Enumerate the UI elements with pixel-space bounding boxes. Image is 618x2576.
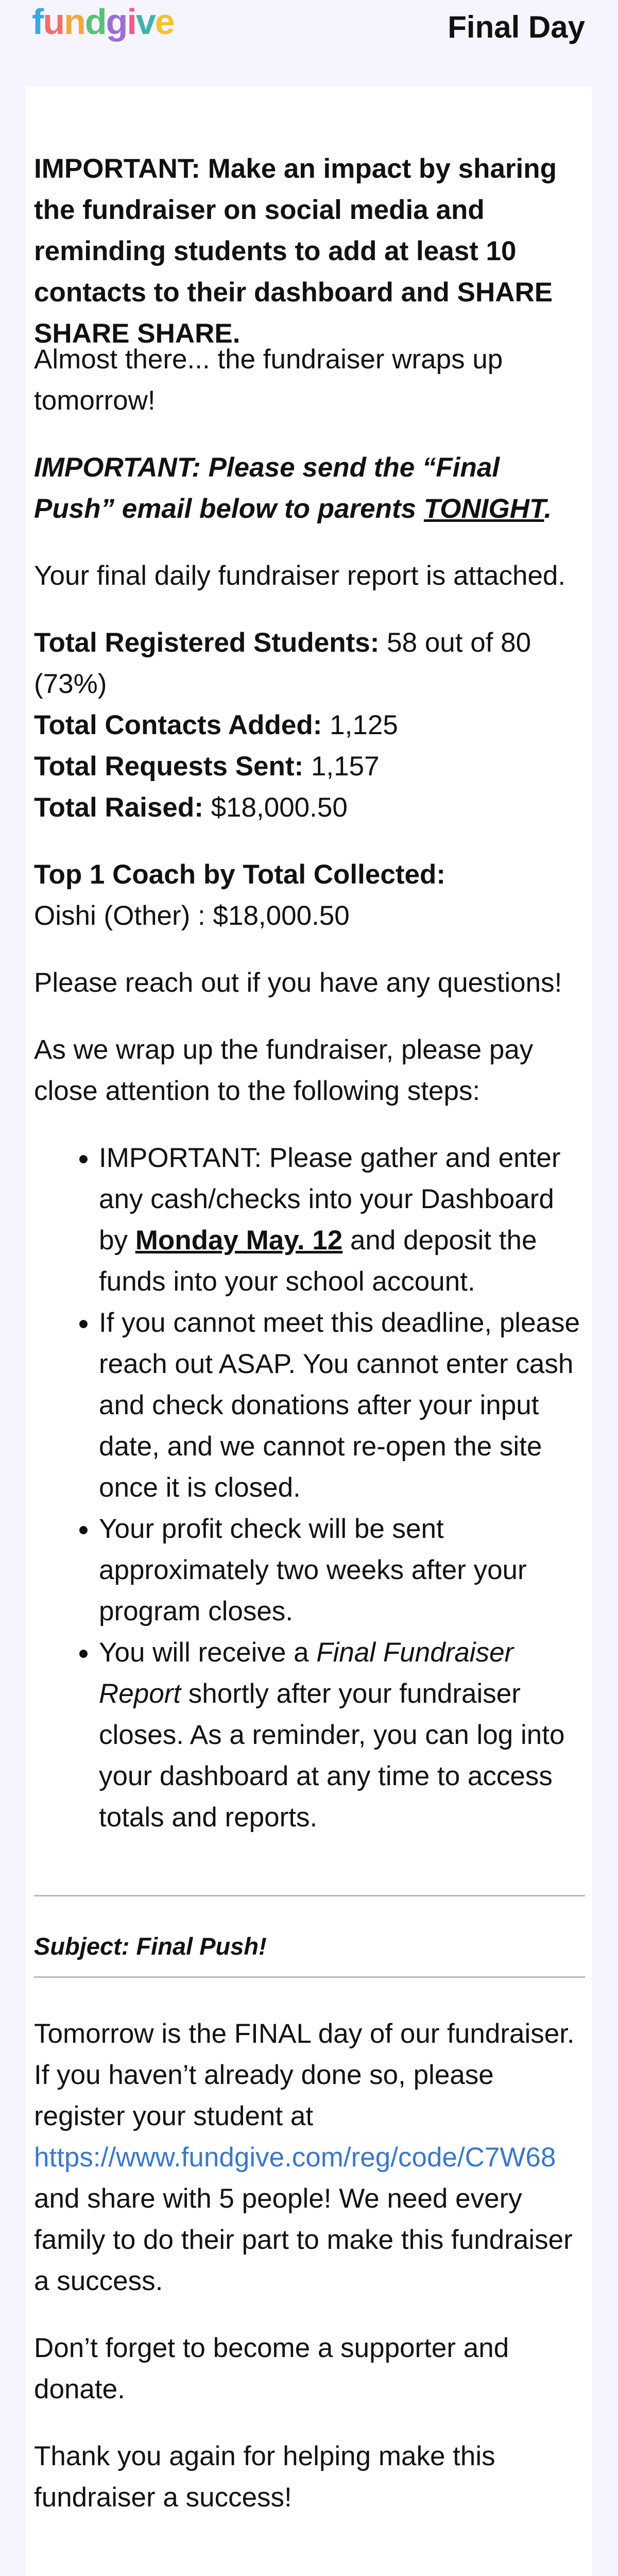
almost-there-text: Almost there... the fundraiser wraps up tomorrow! [34, 344, 503, 416]
stat-label: Total Contacts Added: [34, 710, 322, 740]
deadline-date: Monday May. 12 [135, 1225, 343, 1256]
logo-letter: i [127, 2, 136, 42]
list-item: • Your profit check will be sent approximately two weeks after your program closes. [99, 1509, 585, 1632]
step4-prefix: You will receive a [99, 1637, 317, 1668]
step1-prefix: IMPORTANT: Please gather and enter any cash/checks into your Dashboard by [99, 1143, 561, 1256]
email-body-card [26, 87, 592, 2576]
stat-value: 1,157 [311, 751, 380, 782]
logo-letter: v [135, 2, 155, 42]
top-coach-section [34, 854, 585, 937]
stat-value: 58 out of 80 (73%) [34, 628, 531, 699]
thank-you-text: Thank you again for helping make this fundraiser a success! [34, 2441, 495, 2513]
send-suffix: . [544, 494, 552, 524]
push-suffix: and share with 5 people! We need every family to do their part to make this fundraiser a success. [34, 2183, 573, 2296]
logo-letter: n [64, 2, 85, 42]
logo-letter: u [43, 2, 64, 42]
list-item [99, 1138, 585, 1302]
step1-suffix: and deposit the funds into your school account. [99, 1225, 537, 1297]
send-final-push-instruction [34, 447, 585, 530]
stat-label: Total Raised: [34, 792, 203, 823]
push-prefix: Tomorrow is the FINAL day of our fundraiser. If you haven’t already done so, please register your student at [34, 2019, 575, 2131]
stat-row [34, 622, 585, 705]
stat-label: Total Registered Students: [34, 628, 380, 658]
final-push-subject: Subject: Final Push! [34, 1933, 267, 1960]
wrap-up-intro: As we wrap up the fundraiser, please pay close attention to the following steps: [34, 1035, 534, 1106]
logo-letter: g [106, 2, 127, 42]
stat-label: Total Requests Sent: [34, 751, 304, 782]
stat-row [34, 746, 585, 787]
list-item: • If you cannot meet this deadline, please reach out ASAP. You cannot enter cash and check donations after your input date, and we cannot re-open the site once it is closed. [99, 1302, 585, 1509]
logo-letter: d [84, 2, 106, 42]
important-intro: IMPORTANT: Make an impact by sharing the fundraiser on social media and reminding students to add at least 10 contacts to their dashboard and SHARE SHARE SHARE. [34, 154, 557, 349]
fundraiser-stats [34, 622, 585, 828]
wrap-up-steps-list [34, 1138, 585, 1838]
stat-value: 1,125 [330, 710, 398, 740]
divider [34, 1976, 585, 1978]
stat-row [34, 787, 585, 828]
final-push-body [34, 2013, 585, 2302]
top-coach-heading: Top 1 Coach by Total Collected: [34, 859, 445, 890]
send-prefix: IMPORTANT: Please send the “Final Push” email below to parents [34, 452, 500, 524]
stat-row [34, 705, 585, 746]
registration-link[interactable]: https://www.fundgive.com/reg/code/C7W68 [34, 2142, 556, 2173]
final-report-name: Final Fundraiser Report [99, 1637, 514, 1709]
header-title: Final Day [448, 10, 585, 44]
logo-letter: f [32, 2, 43, 42]
fundgive-logo[interactable] [32, 2, 174, 42]
email-header [0, 0, 618, 62]
send-tonight: TONIGHT [423, 494, 544, 524]
reach-out-text: Please reach out if you have any questions! [34, 968, 562, 998]
list-item [99, 1632, 585, 1838]
step4-suffix: shortly after your fundraiser closes. As a reminder, you can log into your dashboard at any time to access totals and reports. [99, 1679, 565, 1833]
stat-value: $18,000.50 [211, 792, 348, 823]
divider [34, 1895, 585, 1896]
top-coach-value: Oishi (Other) : $18,000.50 [34, 901, 350, 931]
report-attached-text: Your final daily fundraiser report is attached. [34, 561, 566, 591]
become-supporter-text: Don’t forget to become a supporter and donate. [34, 2333, 509, 2404]
logo-letter: e [154, 2, 174, 42]
